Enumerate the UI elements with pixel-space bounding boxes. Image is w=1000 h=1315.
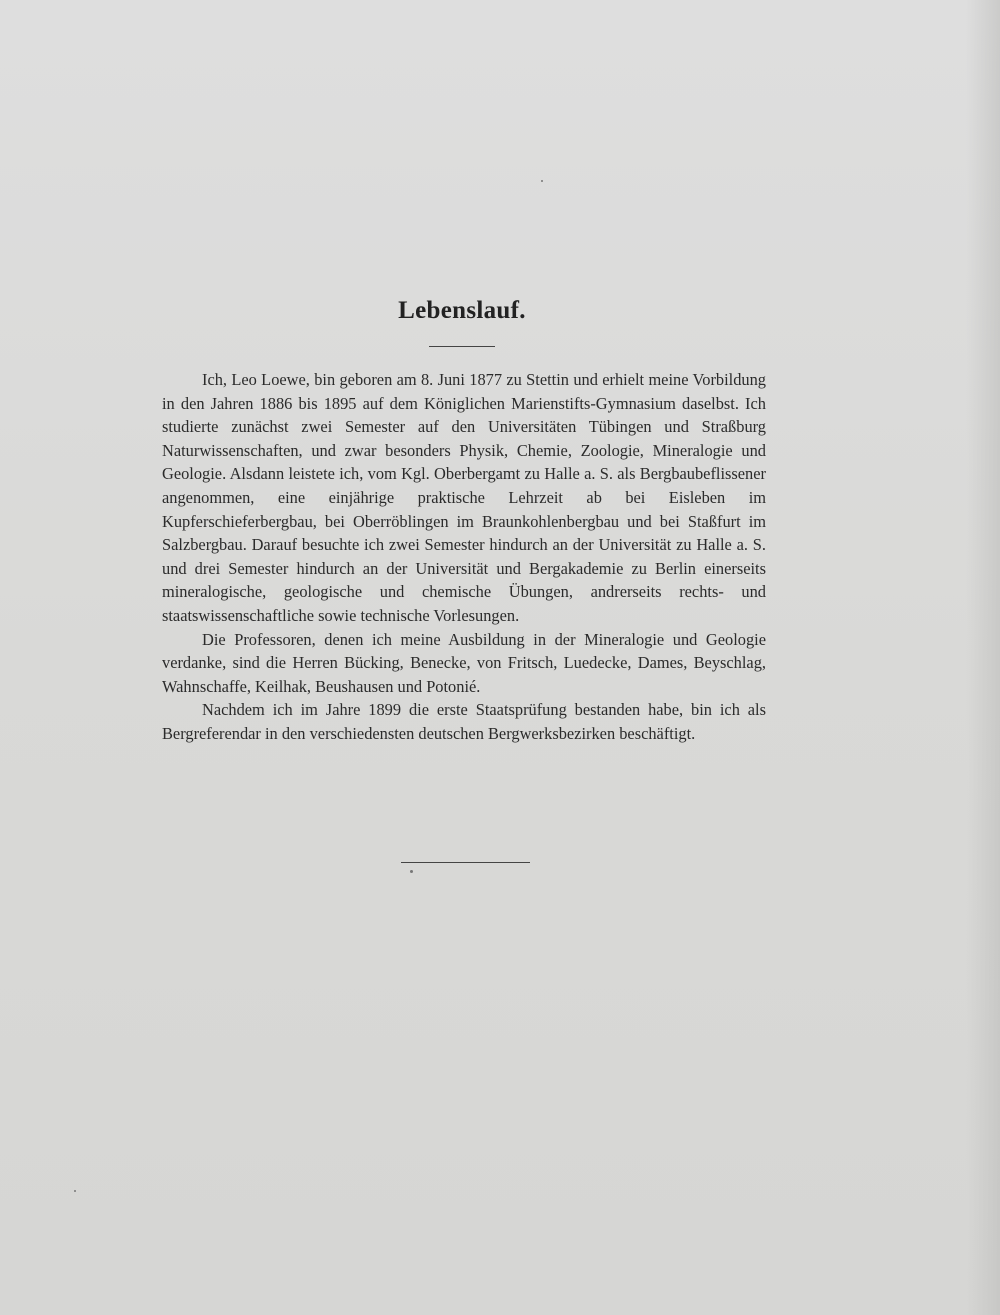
- document-body: [162, 368, 766, 746]
- closing-divider: [401, 862, 530, 863]
- paragraph-biography: Ich, Leo Loewe, bin geboren am 8. Juni 1877 zu Stettin und erhielt meine Vorbildung in den Jahren 1886 bis 1895 auf dem Königlichen Marienstifts-Gymnasium daselbst. Ich studierte zunächst zwei Semester auf den Universitäten Tübingen und Straßburg Naturwissenschaften, und zwar besonders Physik, Chemie, Zoologie, Mineralogie und Geologie. Alsdann leistete ich, vom Kgl. Oberbergamt zu Halle a. S. als Bergbaubeflissener angenommen, eine einjährige praktische Lehrzeit ab bei Eisleben im Kupferschieferbergbau, bei Oberröblingen im Braunkohlenbergbau und bei Staßfurt im Salzbergbau. Darauf besuchte ich zwei Semester hindurch an der Universität zu Halle a. S. und drei Semester hindurch an der Universität und Bergakademie zu Berlin einerseits mineralogische, geologische und chemische Übungen, andrerseits rechts- und staatswissenschaftliche sowie technische Vorlesungen.: [162, 370, 766, 625]
- page-edge-shadow: [966, 0, 1000, 1315]
- paper-speck: [410, 870, 413, 873]
- title-divider: [429, 346, 495, 347]
- paper-speck: [541, 180, 543, 182]
- paper-speck: [74, 1190, 76, 1192]
- document-title: Lebenslauf.: [398, 297, 526, 324]
- paragraph-employment: Nachdem ich im Jahre 1899 die erste Staatsprüfung bestanden habe, bin ich als Bergreferendar in den verschiedensten deutschen Bergwerksbezirken beschäftigt.: [162, 700, 766, 743]
- paragraph-professors: Die Professoren, denen ich meine Ausbildung in der Mineralogie und Geologie verdanke, sind die Herren Bücking, Benecke, von Fritsch, Luedecke, Dames, Beyschlag, Wahnschaffe, Keilhak, Beushausen und Potonié.: [162, 629, 766, 696]
